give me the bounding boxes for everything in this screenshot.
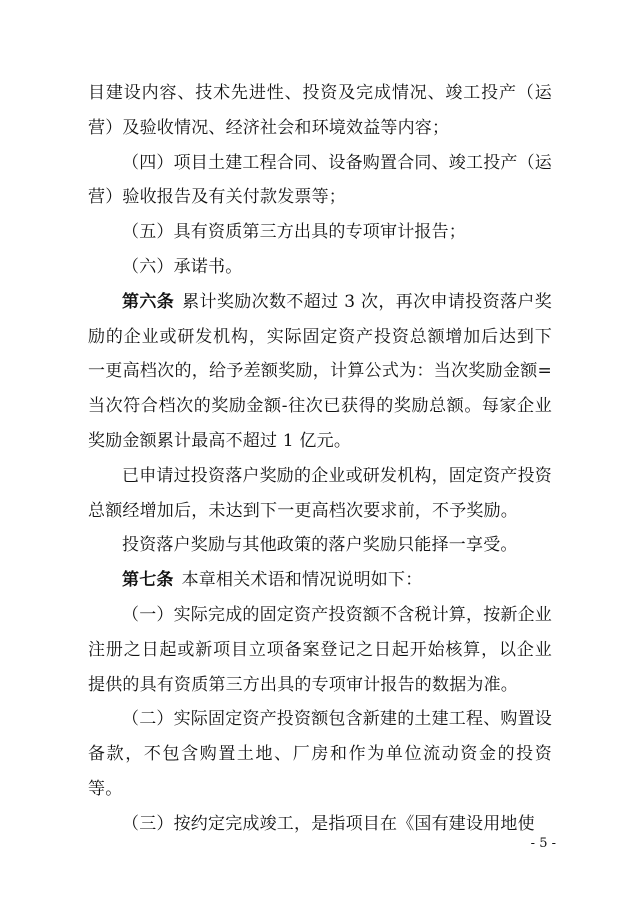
article-heading: 第六条	[122, 291, 175, 312]
paragraph: （二）实际固定资产投资额包含新建的土建工程、购置设备款，不包含购置土地、厂房和作为单位流动资金的投资等。	[88, 709, 552, 799]
paragraph: （三）按约定完成竣工，是指项目在《国有建设用地使	[122, 813, 535, 834]
paragraph: （六）承诺书。	[122, 256, 243, 277]
paragraph: （五）具有资质第三方出具的专项审计报告；	[122, 222, 466, 243]
paragraph: 目建设内容、技术先进性、投资及完成情况、竣工投产（运营）及验收情况、经济社会和环境效益等内容；	[88, 83, 552, 138]
article-paragraph: 第六条 累计奖励次数不超过 3 次，再次申请投资落户奖励的企业或研发机构，实际固定资产投资总额增加后达到下一更高档次的，给予差额奖励，计算公式为：当次奖励金额=当次符合档次的奖励金额-往次已获得的奖励总额。每家企业奖励金额累计最高不超过 1 亿元。	[88, 291, 552, 451]
article-paragraph: 第七条 本章相关术语和情况说明如下：	[122, 570, 423, 591]
paragraph: （一）实际完成的固定资产投资额不含税计算，按新企业注册之日起或新项目立项备案登记之日起开始核算，以企业提供的具有资质第三方出具的专项审计报告的数据为准。	[88, 604, 552, 695]
document-body	[88, 76, 552, 842]
paragraph: 投资落户奖励与其他政策的落户奖励只能择一享受。	[122, 535, 518, 556]
paragraph: （四）项目土建工程合同、设备购置合同、竣工投产（运营）验收报告及有关付款发票等；	[88, 152, 552, 208]
paragraph: 已申请过投资落户奖励的企业或研发机构，固定资产投资总额经增加后，未达到下一更高档次要求前，不予奖励。	[88, 465, 552, 521]
article-heading: 第七条	[122, 570, 174, 591]
page-number: - 5 -	[530, 836, 556, 851]
